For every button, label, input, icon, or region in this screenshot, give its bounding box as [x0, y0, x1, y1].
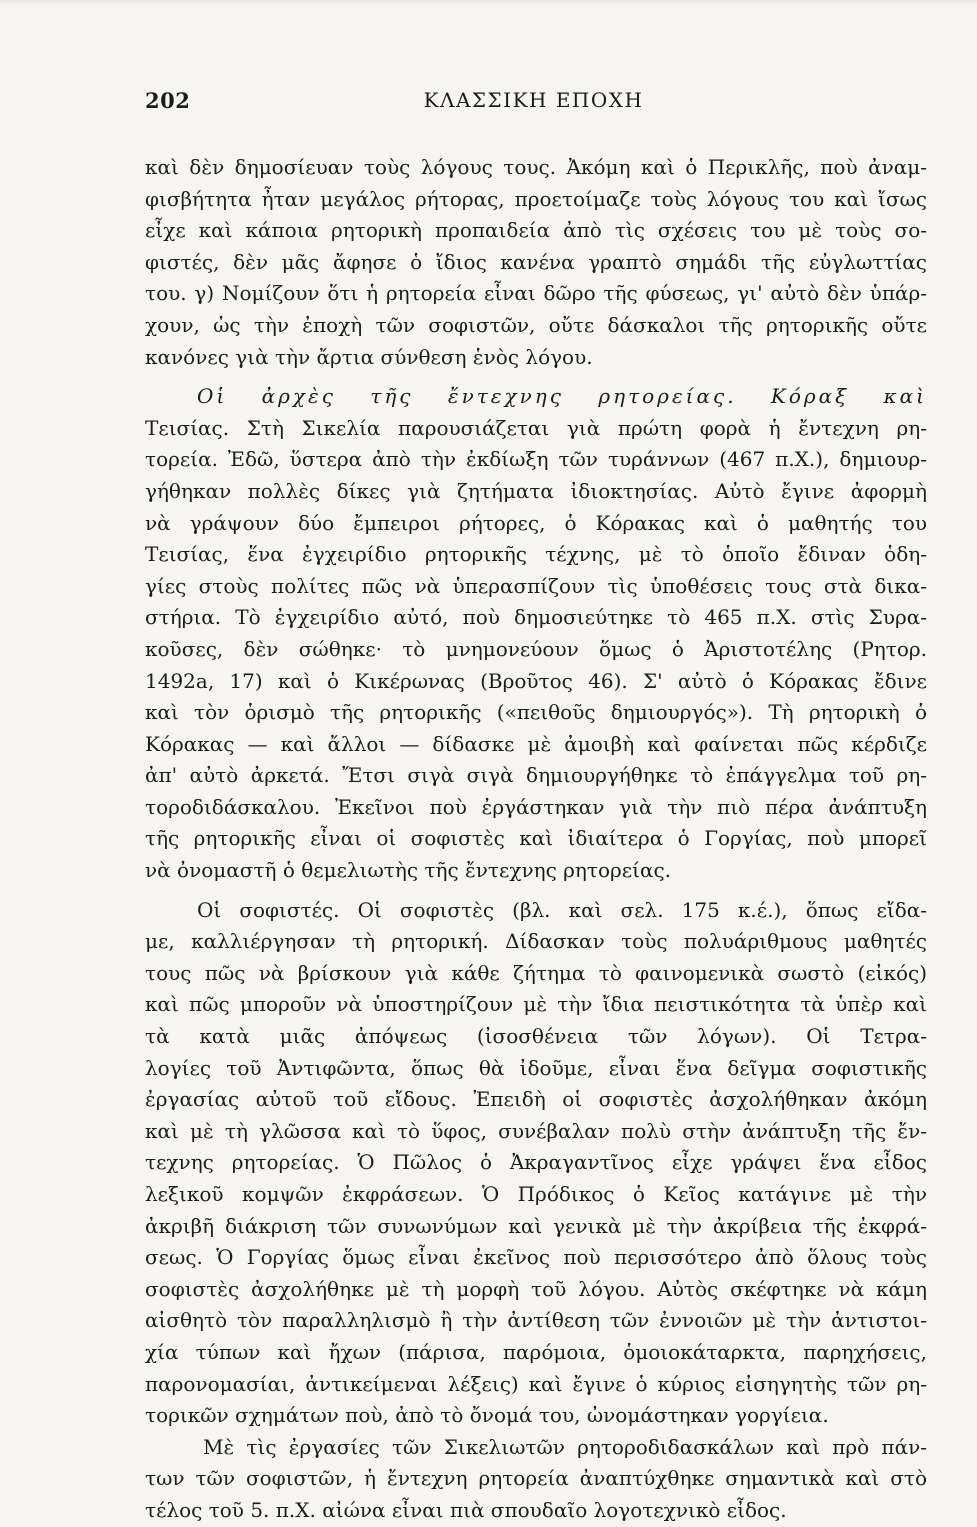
text-line: τους πῶς νὰ βρίσκουν γιὰ κάθε ζήτημα τὸ φαινομενικὰ σωστὸ (εἰκός): [145, 960, 927, 985]
paragraph-conclusion: [145, 1432, 927, 1527]
paragraph-gap: [145, 373, 927, 381]
text-line: αἰσθητὸ τὸν παραλληλισμὸ ἢ τὴν ἀντίθεση τῶν ἐννοιῶν μὲ τὴν ἀντιστοι-: [145, 1308, 927, 1333]
paragraph-continuation: [145, 152, 927, 373]
text-line: τῆς ρητορικῆς εἶναι οἱ σοφιστὲς καὶ ἰδιαίτερα ὁ Γοργίας, ποὺ μπορεῖ: [145, 826, 927, 851]
text-line: κοῦσες, δὲν σώθηκε· τὸ μνημονεύουν ὅμως ὁ Ἀριστοτέλης (Ρητορ.: [145, 636, 927, 661]
text-line: φισβήτητα ἦταν μεγάλος ρήτορας, προετοίμαζε τοὺς λόγους του καὶ ἴσως: [145, 186, 927, 211]
text-line: γίες στοὺς πολίτες πῶς νὰ ὑπερασπίζουν τὶς ὑποθέσεις τους στὰ δικα-: [145, 573, 927, 598]
text-line: χία τύπων καὶ ἤχων (πάρισα, παρόμοια, ὁμοιοκάταρκτα, παρηχήσεις,: [145, 1339, 927, 1364]
text-line: ἐργασίας αὐτοῦ τοῦ εἴδους. Ἐπειδὴ οἱ σοφιστὲς ἀσχολήθηκαν ἀκόμη: [145, 1087, 927, 1112]
section-heading-line: Οἱ ἀρχὲς τῆς ἔντεχνης ρητορείας. Κόραξ καὶ: [197, 384, 927, 409]
paragraph-sophists: [145, 895, 927, 1432]
scan-top-edge: [0, 0, 977, 6]
paragraph-gap: [145, 887, 927, 895]
text-line: στήρια. Τὸ ἐγχειρίδιο αὐτό, ποὺ δημοσιεύτηκε τὸ 465 π.Χ. στὶς Συρα-: [145, 605, 927, 630]
paragraph-korax-teisias: [145, 381, 927, 887]
text-line: λεξικοῦ κομψῶν ἐκφράσεων. Ὁ Πρόδικος ὁ Κεῖος κατάγινε μὲ τὴν: [145, 1182, 927, 1206]
page-number: 202: [145, 88, 191, 113]
text-line: Τεισίας, ἕνα ἐγχειρίδιο ρητορικῆς τέχνης, μὲ τὸ ὁποῖο ἔδιναν ὁδη-: [145, 542, 927, 567]
text-line: εἶχε καὶ κάποια ρητορικὴ προπαιδεία ἀπὸ τὶς σχέσεις του μὲ τοὺς σο-: [145, 218, 927, 243]
text-line: τεχνης ρητορείας. Ὁ Πῶλος ὁ Ἀκραγαντῖνος εἶχε γράψει ἕνα εἶδος: [145, 1150, 927, 1175]
text-line: τέλος τοῦ 5. π.Χ. αἰώνα εἶναι πιὰ σπουδαῖο λογοτεχνικὸ εἶδος.: [145, 1497, 787, 1522]
text-line: φιστές, δὲν μᾶς ἄφησε ὁ ἴδιος κανένα γραπτὸ σημάδι τῆς εὐγλωττίας: [145, 249, 927, 274]
text-line: καὶ μὲ τὴ γλῶσσα καὶ τὸ ὕφος, συνέβαλαν πολὺ στὴν ἀνάπτυξη τῆς ἔν-: [145, 1118, 927, 1143]
text-line: τὰ κατὰ μιᾶς ἀπόψεως (ἰσοσθένεια τῶν λόγων). Οἱ Τετρα-: [145, 1024, 927, 1049]
section-heading-line: Οἱ σοφιστές. Οἱ σοφιστὲς (βλ. καὶ σελ. 175 κ.έ.), ὅπως εἴδα-: [197, 897, 927, 922]
text-line: 1492a, 17) καὶ ὁ Κικέρωνας (Βροῦτος 46). Σ' αὐτὸ ὁ Κόρακας ἔδινε: [145, 668, 927, 693]
text-line: χουν, ὡς τὴν ἐποχὴ τῶν σοφιστῶν, οὔτε δάσκαλοι τῆς ρητορικῆς οὔτε: [145, 312, 927, 337]
text-line: καὶ πῶς μποροῦν νὰ ὑποστηρίζουν μὲ τὴν ἴδια πειστικότητα τὰ ὑπὲρ καὶ: [145, 992, 927, 1017]
running-head: [145, 88, 922, 122]
text-line: Τεισίας. Στὴ Σικελία παρουσιάζεται γιὰ πρώτη φορὰ ἡ ἔντεχνη ρη-: [145, 415, 927, 440]
text-line: τορεία. Ἐδῶ, ὕστερα ἀπὸ τὴν ἐκδίωξη τῶν τυράννων (467 π.Χ.), δημιουρ-: [145, 447, 927, 472]
text-line: τορικῶν σχημάτων ποὺ, ἀπὸ τὸ ὄνομά του, ὠνομάστηκαν γοργίεια.: [145, 1403, 829, 1428]
text-line: λογίες τοῦ Ἀντιφῶντα, ὅπως θὰ ἰδοῦμε, εἶναι ἕνα δεῖγμα σοφιστικῆς: [145, 1055, 927, 1080]
text-line: του. γ) Νομίζουν ὅτι ἡ ρητορεία εἶναι δῶρο τῆς φύσεως, γι' αὐτὸ δὲν ὑπάρ-: [145, 281, 927, 306]
body-text: [145, 152, 927, 1527]
text-line: κανόνες γιὰ τὴν ἄρτια σύνθεση ἑνὸς λόγου.: [145, 344, 593, 369]
text-line: τοροδιδάσκαλου. Ἐκεῖνοι ποὺ ἐργάστηκαν γιὰ τὴν πιὸ πέρα ἀνάπτυξη: [145, 794, 927, 819]
text-line: Κόρακας — καὶ ἄλλοι — δίδασκε μὲ ἀμοιβὴ καὶ φαίνεται πῶς κέρδιζε: [145, 731, 927, 756]
text-line: των τῶν σοφιστῶν, ἡ ἔντεχνη ρητορεία ἀναπτύχθηκε σημαντικὰ καὶ στὸ: [145, 1466, 927, 1491]
text-line: σεως. Ὁ Γοργίας ὅμως εἶναι ἐκεῖνος ποὺ περισσότερο ἀπὸ ὅλους τοὺς: [145, 1245, 927, 1270]
text-line: ἀπ' αὐτὸ ἀρκετά. Ἔτσι σιγὰ σιγὰ δημιουργήθηκε τὸ ἐπάγγελμα τοῦ ρη-: [145, 763, 927, 788]
text-line: καὶ δὲν δημοσίευαν τοὺς λόγους τους. Ἀκόμη καὶ ὁ Περικλῆς, ποὺ ἀναμ-: [145, 155, 927, 179]
text-line: καὶ τὸν ὁρισμὸ τῆς ρητορικῆς («πειθοῦς δημιουργός»). Τὴ ρητορικὴ ὁ: [145, 700, 927, 725]
text-line: ἀκριβῆ διάκριση τῶν συνωνύμων καὶ γενικὰ μὲ τὴν ἀκρίβεια τῆς ἐκφρά-: [145, 1213, 927, 1238]
text-line: με, καλλιέργησαν τὴ ρητορική. Δίδασκαν τοὺς πολυάριθμους μαθητές: [145, 929, 927, 954]
running-title: ΚΛΑΣΣΙΚΗ ΕΠΟΧΗ: [423, 88, 644, 112]
text-line: Μὲ τὶς ἐργασίες τῶν Σικελιωτῶν ρητοροδιδασκάλων καὶ πρὸ πάν-: [203, 1434, 927, 1459]
text-line: νὰ γράψουν δύο ἔμπειροι ρήτορες, ὁ Κόρακας καὶ ὁ μαθητής του: [145, 510, 927, 535]
text-line: παρονομασίαι, ἀντικείμεναι λέξεις) καὶ ἔγινε ὁ κύριος εἰσηγητὴς τῶν ρη-: [145, 1371, 927, 1396]
text-line: νὰ ὀνομαστῆ ὁ θεμελιωτὴς τῆς ἔντεχνης ρητορείας.: [145, 858, 672, 883]
text-line: σοφιστὲς ἀσχολήθηκε μὲ τὴ μορφὴ τοῦ λόγου. Αὐτὸς σκέφτηκε νὰ κάμη: [145, 1276, 927, 1301]
text-line: γήθηκαν πολλὲς δίκες γιὰ ζητήματα ἰδιοκτησίας. Αὐτὸ ἔγινε ἀφορμὴ: [145, 478, 927, 503]
